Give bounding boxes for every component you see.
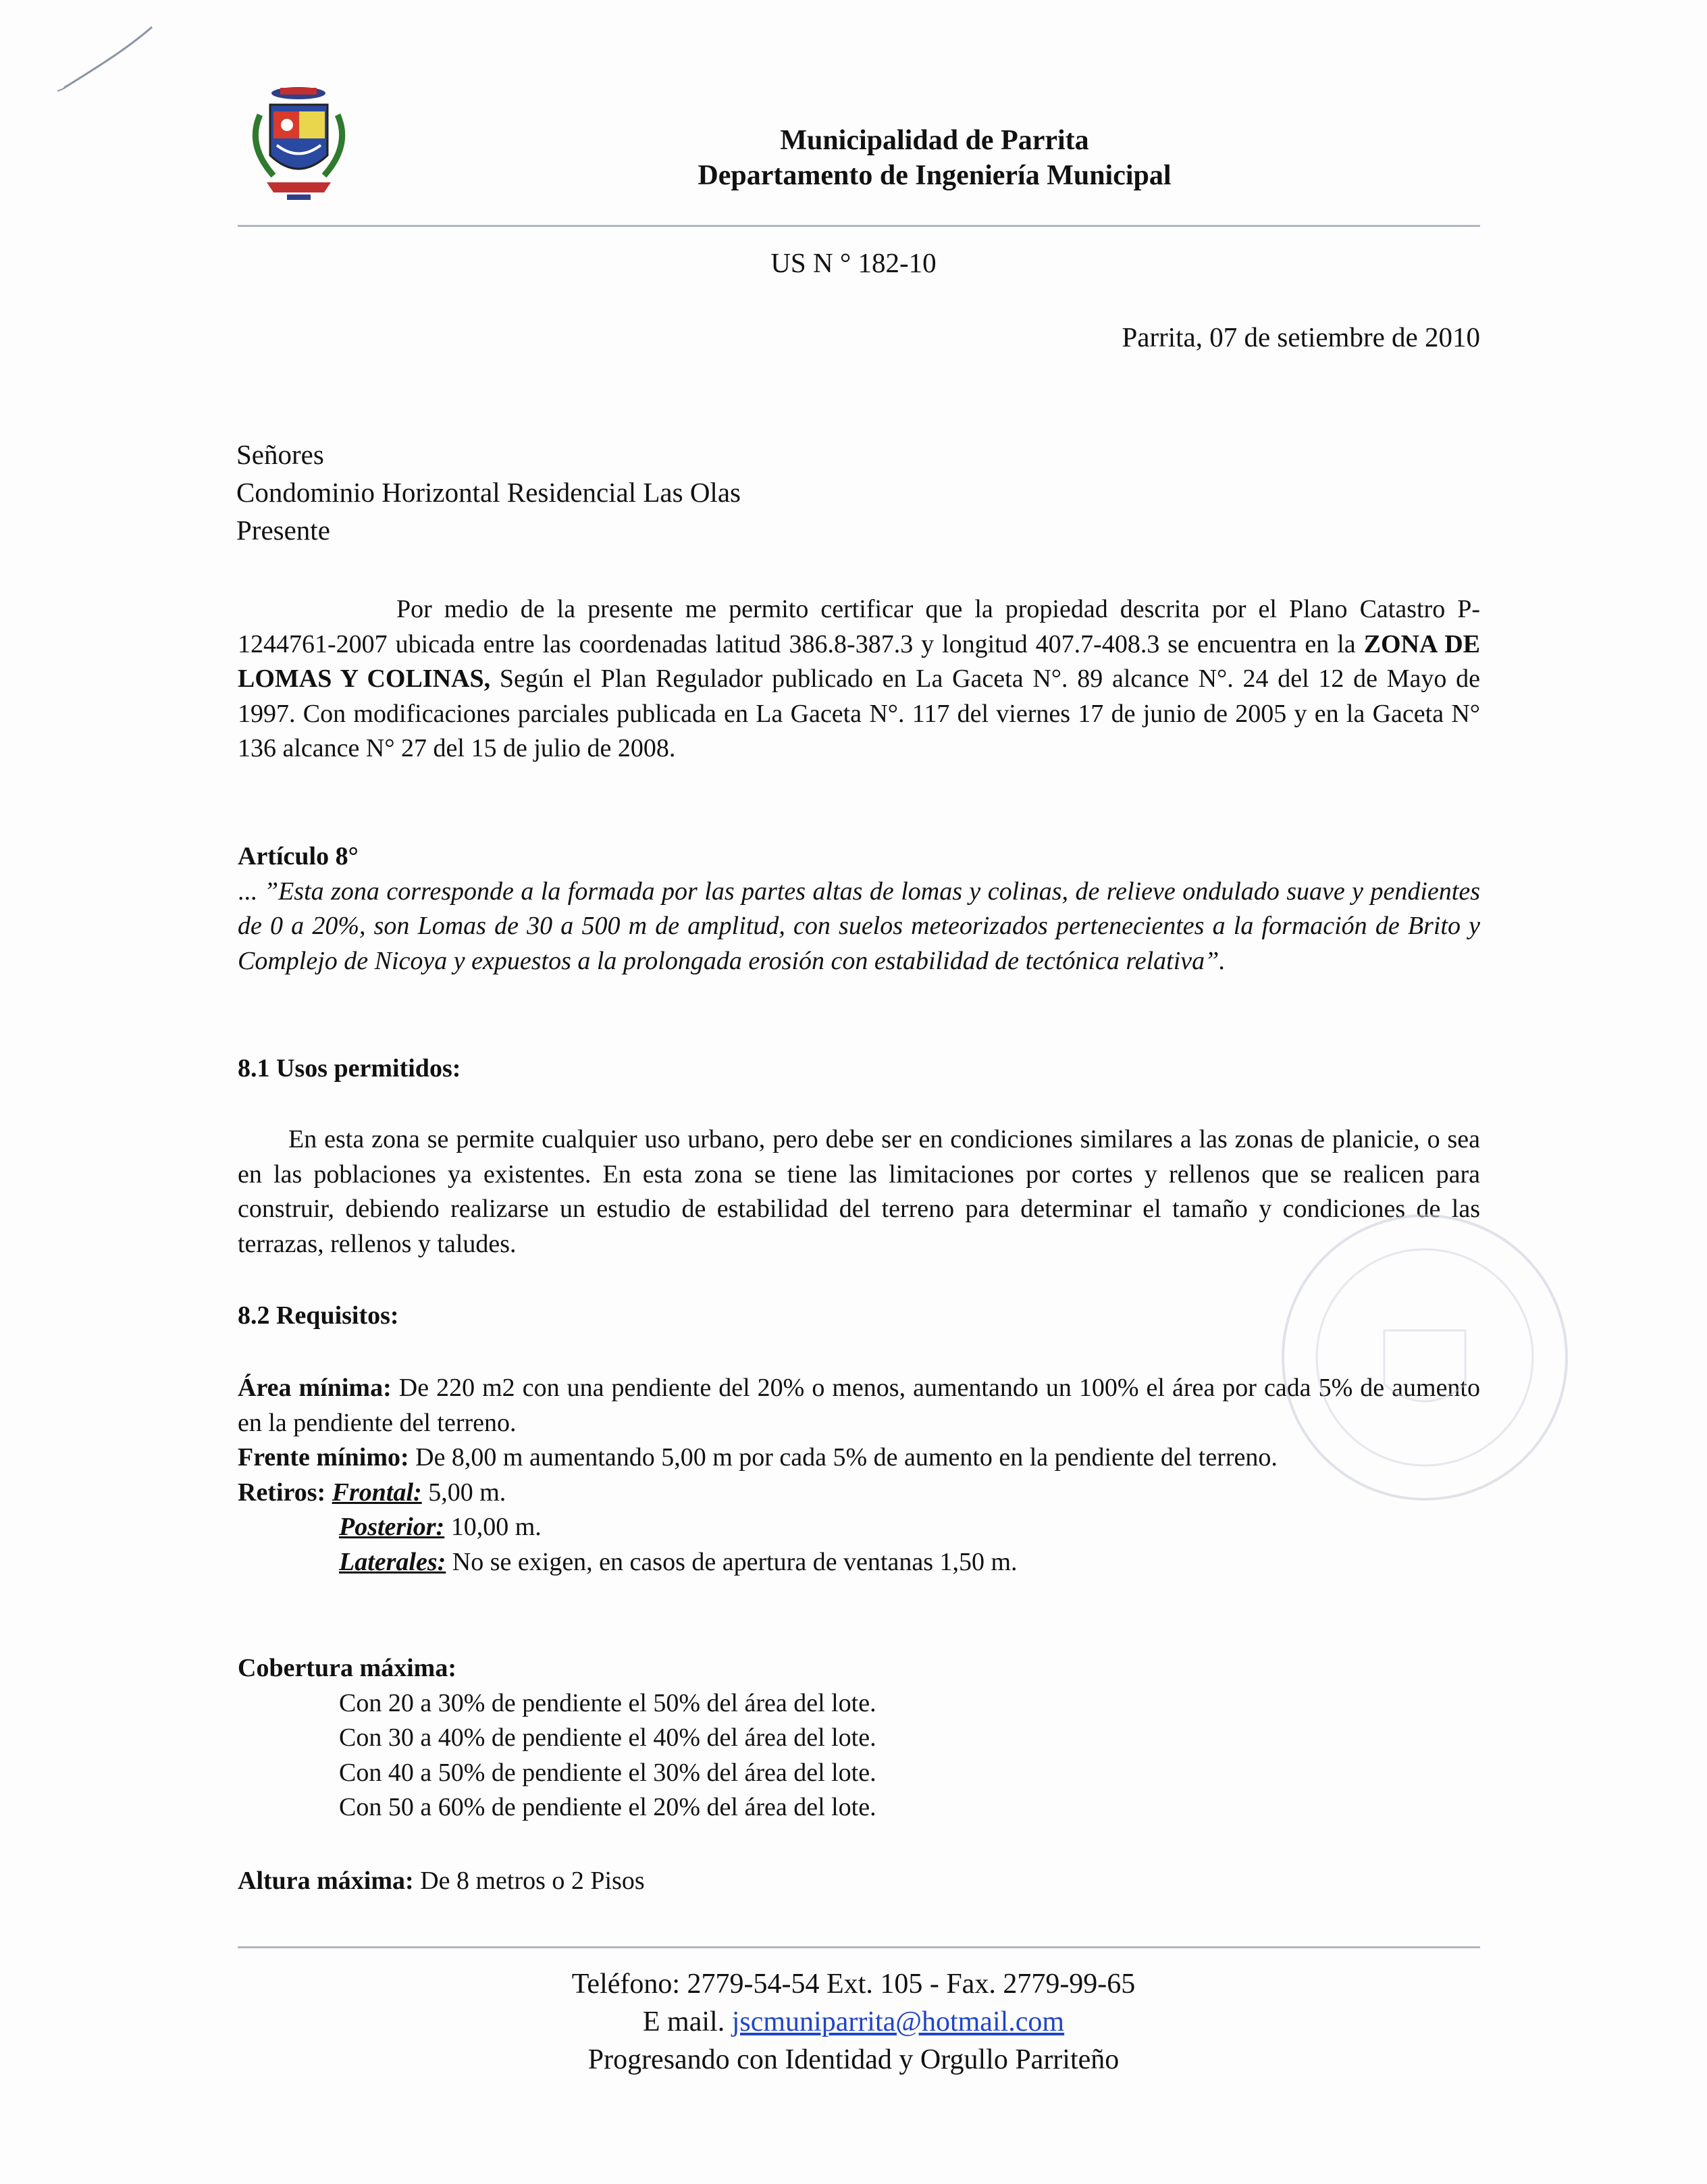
retiros-posterior <box>238 1510 1480 1545</box>
footer-email-link[interactable]: jscmuniparrita@hotmail.com <box>731 2006 1065 2037</box>
cobertura-item: Con 40 a 50% de pendiente el 30% del área del lote. <box>339 1758 876 1787</box>
header-divider <box>238 225 1480 227</box>
zone-name: ZONA DE LOMAS Y COLINAS, <box>238 629 1481 693</box>
frontal-text: 5,00 m. <box>421 1478 506 1507</box>
letter-date: Parrita, 07 de setiembre de 2010 <box>1122 321 1480 353</box>
recipient-presente: Presente <box>236 515 330 546</box>
usos-section <box>238 1051 1480 1087</box>
usos-title: 8.1 Usos permitidos: <box>238 1054 461 1083</box>
area-label: Área mínima: <box>238 1374 392 1402</box>
requisitos-title: 8.2 Requisitos: <box>238 1301 399 1330</box>
frente-label: Frente mínimo: <box>238 1443 409 1472</box>
footer-email-line <box>0 2003 1707 2041</box>
article-quote: ”Esta zona corresponde a la formada por las partes altas de lomas y colinas, de relieve ondulado suave y pendientes de 0 a 20%, son Lomas de 30 a 500 m de amplitud, con suelos meteorizados pertenecientes a la formación de Brito y Complejo de Nicoya y expuestos a la prolongada erosión con estabilidad de tectónica relativa”. <box>238 877 1480 975</box>
cobertura-item: Con 50 a 60% de pendiente el 20% del área del lote. <box>339 1793 876 1821</box>
cobertura-section <box>238 1651 1480 1825</box>
header-title <box>0 123 1707 193</box>
intro-paragraph <box>238 592 1480 766</box>
posterior-text: 10,00 m. <box>444 1513 542 1541</box>
recipient-name: Condominio Horizontal Residencial Las Olas <box>236 477 741 508</box>
department-name: Departamento de Ingeniería Municipal <box>698 160 1172 191</box>
footer-slogan: Progresando con Identidad y Orgullo Parriteño <box>587 2044 1120 2075</box>
recipient-block <box>236 436 741 549</box>
article-section <box>238 839 1480 979</box>
laterales-label: Laterales: <box>339 1547 446 1576</box>
laterales-text: No se exigen, en casos de apertura de ventanas 1,50 m. <box>446 1547 1018 1576</box>
article-lead: ... <box>238 877 264 906</box>
retiros-laterales <box>238 1545 1480 1580</box>
altura-text: De 8 metros o 2 Pisos <box>413 1867 645 1895</box>
municipal-seal-stamp <box>1269 1202 1580 1513</box>
area-text: De 220 m2 con una pendiente del 20% o menos, aumentando un 100% el área por cada 5% de aumento en la pendiente del terreno. <box>238 1374 1480 1437</box>
footer-email-label: E mail. <box>642 2006 732 2037</box>
municipality-name: Municipalidad de Parrita <box>780 125 1089 156</box>
recipient-salutation: Señores <box>236 439 324 470</box>
frontal-label: Frontal: <box>332 1478 422 1507</box>
altura-label: Altura máxima: <box>238 1867 414 1895</box>
intro-text-after: Según el Plan Regulador publicado en La Gaceta N°. 89 alcance N°. 24 del 12 de Mayo de 1997. Con modificaciones parciales publicada en La Gaceta N°. 117 del viernes 17 de junio de 2005 y en la Gaceta N° 136 alcance N° 27 del 15 de julio de 2008. <box>238 665 1480 762</box>
posterior-label: Posterior: <box>339 1513 445 1541</box>
frente-text: De 8,00 m aumentando 5,00 m por cada 5% de aumento en la pendiente del terreno. <box>409 1443 1278 1472</box>
usos-text: En esta zona se permite cualquier uso urbano, pero debe ser en condiciones similares a las zonas de planicie, o sea en las poblaciones ya existentes. En esta zona se tiene las limitaciones por cortes y rellenos que se realicen para construir, debiendo realizarse un estudio de estabilidad del terreno para determinar el tamaño y condiciones de las terrazas, rellenos y taludes. <box>238 1125 1480 1258</box>
cobertura-title: Cobertura máxima: <box>238 1654 456 1682</box>
footer-phone: Teléfono: 2779-54-54 Ext. 105 - Fax. 2779-99-65 <box>571 1969 1136 2000</box>
footer-divider <box>238 1946 1480 1948</box>
article-title: Artículo 8° <box>238 842 359 870</box>
pen-mark <box>51 24 159 98</box>
footer <box>0 1965 1707 2079</box>
altura-section <box>238 1864 1480 1899</box>
cobertura-item: Con 20 a 30% de pendiente el 50% del área del lote. <box>339 1688 876 1717</box>
reference-number: US N ° 182-10 <box>770 247 937 278</box>
intro-text-before: Por medio de la presente me permito certificar que la propiedad descrita por el Plano Catastro P-1244761-2007 ubicada entre las coordenadas latitud 386.8-387.3 y longitud 407.7-408.3 se encuentra en la <box>238 595 1480 658</box>
cobertura-item: Con 30 a 40% de pendiente el 40% del área del lote. <box>339 1723 876 1752</box>
retiros-label: Retiros: <box>238 1478 326 1507</box>
